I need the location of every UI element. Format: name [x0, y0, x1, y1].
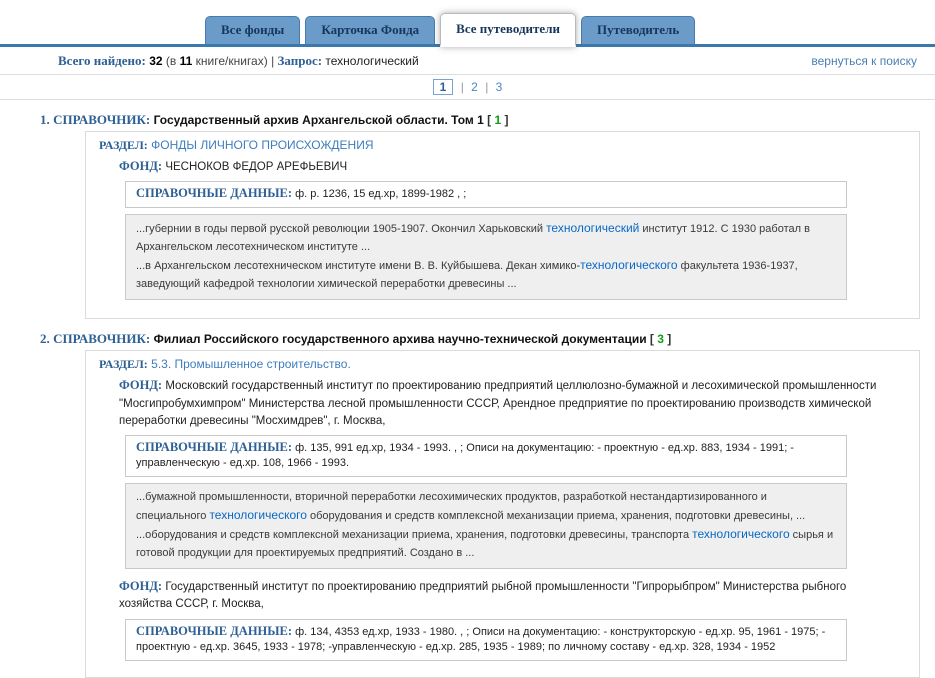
tab-all-guides[interactable]: Все путеводители — [440, 13, 576, 47]
sprav-label: СПРАВОЧНЫЕ ДАННЫЕ: — [136, 186, 293, 201]
razdel-link[interactable]: 5.3. Промышленное строительство. — [151, 357, 351, 372]
snippet-box — [125, 483, 847, 569]
fond-block — [99, 577, 895, 661]
found-count: 32 — [149, 54, 163, 68]
sprav-box — [125, 435, 847, 477]
result-header — [40, 112, 920, 128]
query-label: Запрос: — [277, 53, 323, 68]
results-list — [0, 100, 935, 678]
bracket-left: [ — [649, 332, 654, 347]
search-term-highlight: технологический — [546, 221, 640, 236]
fond-title: Московский государственный институт по проектированию предприятий целлюлозно-бумажной и лесохимической промышленности "Мосгипробумхимпром" Министерства лесной промышленности СССР, Арендное предприятие по проектированию производств химической переработки древесины "Мосхимдрев", г. Москва, — [119, 380, 877, 427]
results-summary — [0, 47, 935, 74]
sprav-label: СПРАВОЧНЫЕ ДАННЫЕ: — [136, 440, 293, 454]
fond-label: ФОНД: — [119, 159, 163, 173]
fond-label: ФОНД: — [119, 579, 163, 593]
razdel-label: РАЗДЕЛ: — [99, 138, 148, 152]
tab-fond-card[interactable]: Карточка Фонда — [305, 16, 435, 44]
bracket-right: ] — [667, 332, 672, 347]
summary-text — [58, 53, 419, 69]
sprav-box — [125, 181, 847, 208]
result-title: Государственный архив Архангельской области. Том 1 — [153, 113, 484, 127]
razdel-box — [85, 350, 920, 677]
snippet-line: ...в Архангельском лесотехническом институте имени В. В. Куйбышева. Декан химико-технологического факультета 1936-1937, заведующий кафедрой технологии химической переработки древесины ... — [136, 258, 798, 291]
in-books-prefix: (в — [165, 54, 177, 68]
tab-guide[interactable]: Путеводитель — [581, 16, 695, 44]
snippet-box — [125, 214, 847, 300]
result-item — [0, 331, 935, 677]
found-label: Всего найдено: — [58, 53, 146, 68]
sprav-box — [125, 619, 847, 661]
pagination-separator: | — [485, 80, 489, 94]
bracket-left: [ — [487, 113, 492, 127]
result-type-label: СПРАВОЧНИК: — [53, 331, 151, 347]
fond-line — [119, 157, 895, 176]
razdel-line — [99, 138, 895, 153]
result-type-label: СПРАВОЧНИК: — [53, 112, 151, 127]
fond-block — [99, 157, 895, 300]
snippet-line: ...бумажной промышленности, вторичной переработки лесохимических продуктов, разработкой нестандартизированного и специального технологического оборудования и средств комплексной механизации приема, хранения, подготовки древесины, ... — [136, 491, 806, 522]
fond-line — [119, 376, 895, 430]
search-term-highlight: технологического — [580, 258, 678, 273]
razdel-link[interactable]: ФОНДЫ ЛИЧНОГО ПРОИСХОЖДЕНИЯ — [151, 138, 374, 152]
pagination-current-page: 1 — [433, 79, 454, 95]
hit-count: 1 — [494, 113, 502, 127]
pagination — [0, 74, 935, 100]
result-header — [40, 331, 920, 347]
razdel-line — [99, 357, 895, 372]
result-number: 1. — [40, 112, 50, 127]
snippet-line: ...губернии в годы первой русской революции 1905-1907. Окончил Харьковский технологический институт 1912. С 1930 работал в Архангельском лесотехническом институте ... — [136, 221, 810, 254]
sprav-text: ф. 134, 4353 ед.хр, 1933 - 1980. , ; Описи на документацию: - конструкторскую - ед.хр. 95, 1961 - 1975; - проектную - ед.хр. 3645, 1933 - 1978; -управленческую - ед.хр. 285, 1935 - 1989; по личному составу - ед.хр. 328, 1934 - 1952 — [136, 625, 826, 653]
in-books-suffix: книге/книгах) — [195, 54, 268, 68]
book-count: 11 — [179, 54, 193, 68]
summary-divider: | — [271, 54, 275, 68]
bracket-right: ] — [504, 113, 509, 127]
sprav-label: СПРАВОЧНЫЕ ДАННЫЕ: — [136, 623, 293, 638]
result-number: 2. — [40, 331, 50, 347]
sprav-text: ф. р. 1236, 15 ед.хр, 1899-1982 , ; — [295, 188, 467, 201]
hit-count: 3 — [657, 332, 664, 347]
razdel-box — [85, 131, 920, 319]
pagination-page-3[interactable]: 3 — [495, 80, 503, 94]
fond-line — [119, 577, 895, 614]
fond-label: ФОНД: — [119, 378, 163, 393]
fond-title: ЧЕСНОКОВ ФЕДОР АРЕФЬЕВИЧ — [165, 161, 348, 173]
search-term-highlight: технологического — [209, 508, 307, 522]
fond-title: Государственный институт по проектированию предприятий рыбной промышленности "Гипрорыбпром" Министерства рыбного хозяйства СССР, г. Москва, — [119, 581, 847, 611]
snippet-line: ...оборудования и средств комплексной механизации приема, хранения, подготовки древесины, транспорта технологического сырья и готовой продукции для проектируемых предприятий. Создано в ... — [136, 527, 834, 559]
result-item — [0, 112, 935, 319]
pagination-separator: | — [460, 80, 464, 94]
query-value: технологический — [325, 54, 419, 68]
tab-all-fonds[interactable]: Все фонды — [205, 16, 300, 44]
result-title: Филиал Российского государственного архива научно-технической документации — [153, 332, 647, 347]
razdel-label: РАЗДЕЛ: — [99, 357, 148, 372]
back-to-search-link[interactable]: вернуться к поиску — [811, 54, 917, 68]
sprav-text: ф. 135, 991 ед.хр, 1934 - 1993. , ; Описи на документацию: - проектную - ед.хр. 883, 1934 - 1991; - управленческую - ед.хр. 108, 1966 - 1993. — [136, 442, 794, 469]
search-term-highlight: технологического — [692, 527, 790, 541]
pagination-page-2[interactable]: 2 — [471, 80, 478, 94]
fond-block — [99, 376, 895, 569]
tab-bar — [0, 0, 935, 44]
